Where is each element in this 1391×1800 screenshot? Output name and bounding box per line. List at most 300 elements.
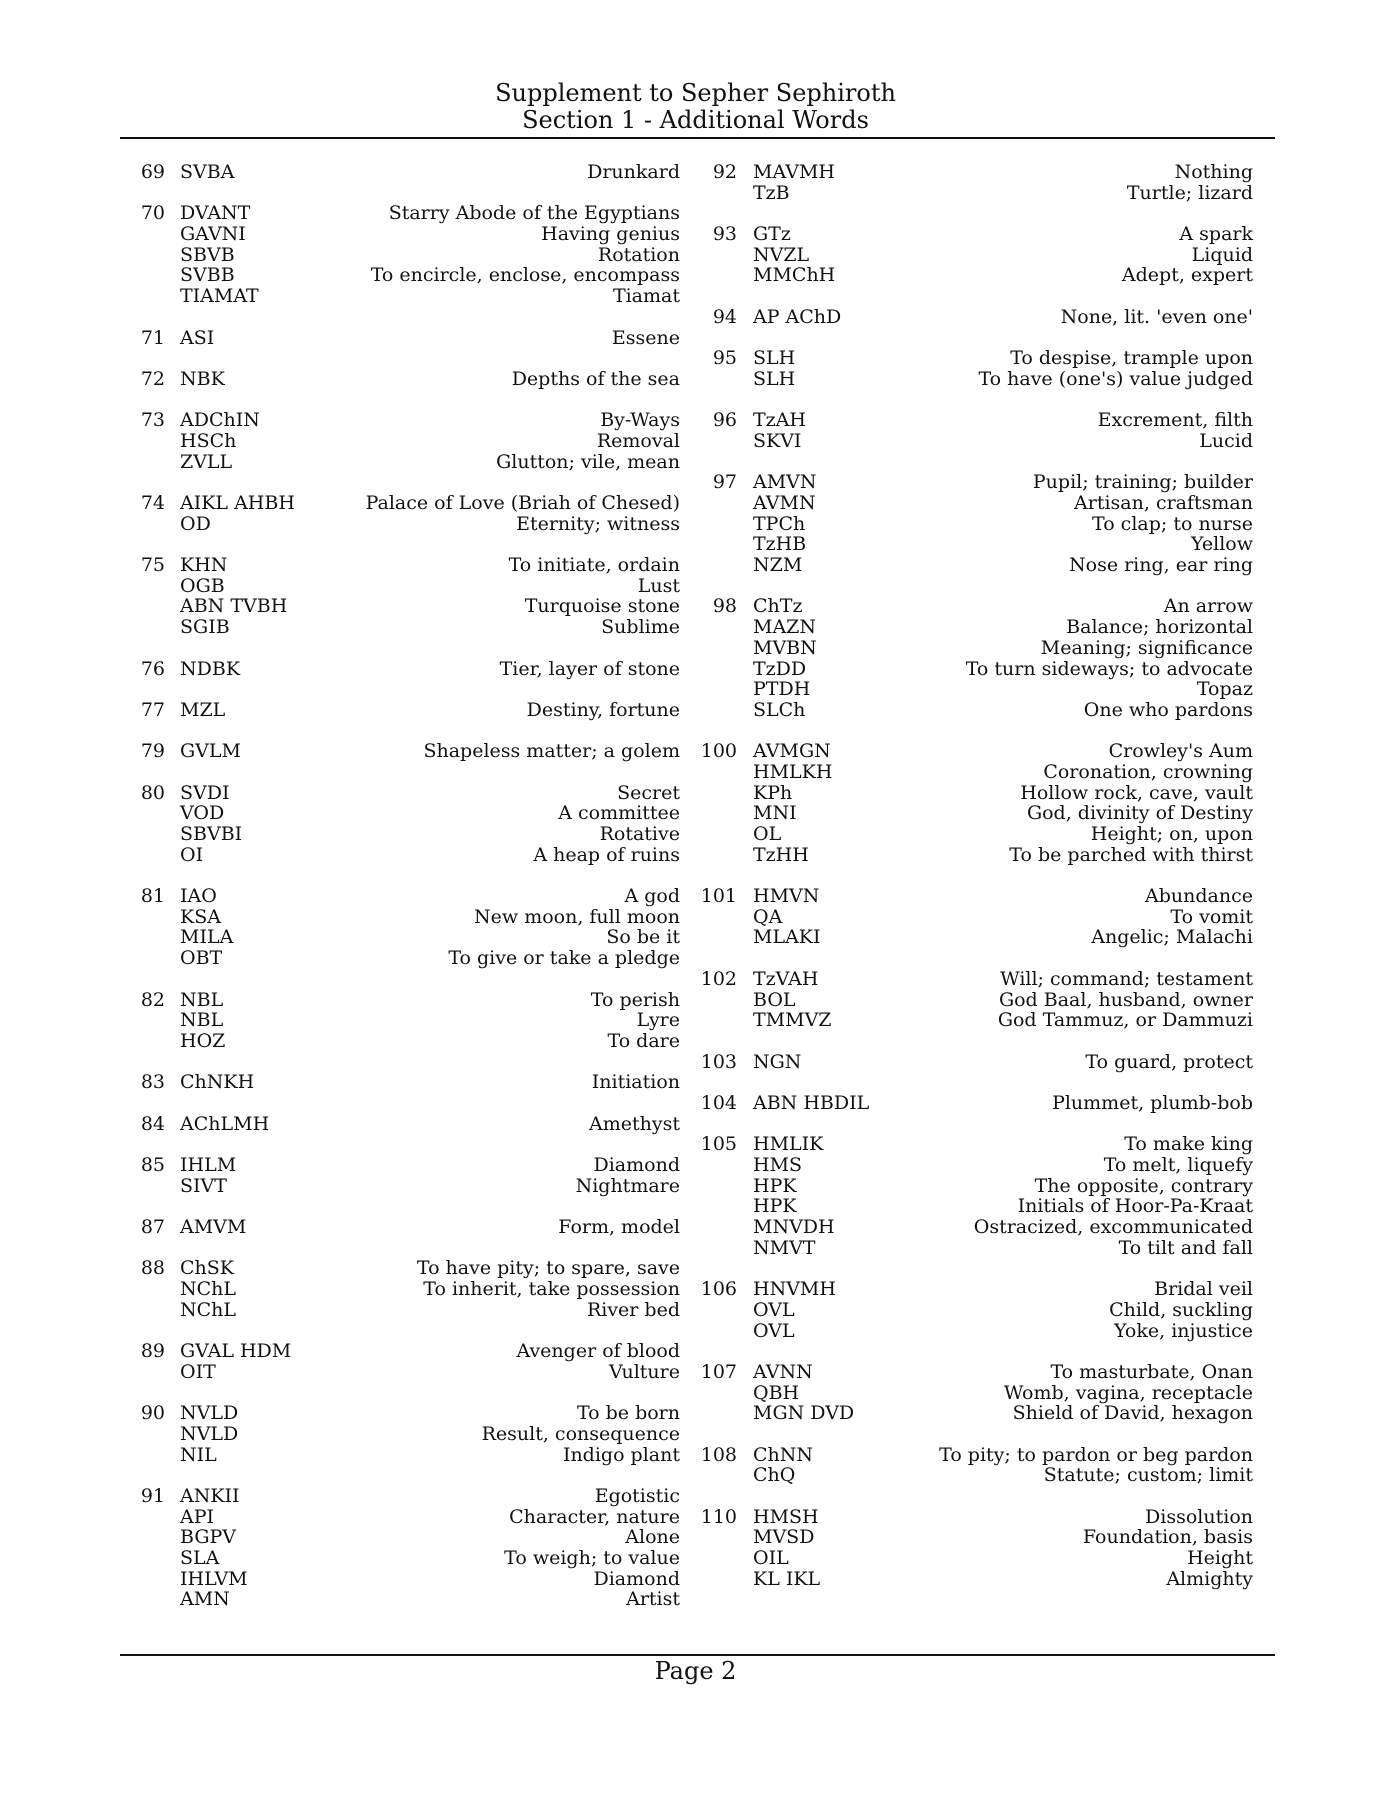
gematria-number: 102 [700, 967, 737, 990]
definition: Tiamat [612, 285, 680, 308]
entry-row [690, 679, 1253, 700]
gematria-number: 92 [712, 161, 737, 183]
gematria-number: 88 [140, 1257, 165, 1280]
hebrew-word: SVBB [180, 264, 235, 287]
entry-row [690, 1403, 1253, 1424]
entry-group [120, 659, 680, 680]
definition: A heap of ruins [533, 843, 680, 866]
gematria-number: 76 [140, 657, 165, 680]
hebrew-word: MNVDH [753, 1216, 835, 1239]
hebrew-word: SLA [180, 1547, 220, 1570]
hebrew-word: NBL [180, 1009, 224, 1032]
gematria-number: 93 [712, 223, 737, 246]
hebrew-word: TzHB [753, 533, 807, 556]
hebrew-word: PTDH [753, 678, 811, 701]
entry-row [690, 534, 1253, 555]
definition: Vulture [608, 1360, 680, 1383]
hebrew-word: NVZL [753, 243, 810, 266]
definition: Balance; horizontal [1066, 616, 1253, 639]
hebrew-word: GVLM [180, 740, 241, 763]
definition: Drunkard [587, 161, 680, 183]
definition: Shapeless matter; a golem [423, 740, 680, 763]
definition: To clap; to nurse [1092, 512, 1253, 535]
entry-group [690, 741, 1253, 865]
entry-row [120, 1217, 680, 1238]
definition: Coronation, crowning [1043, 760, 1253, 783]
definition: Lust [637, 574, 680, 597]
hebrew-word: MZL [180, 698, 226, 721]
entry-row [690, 265, 1253, 286]
entry-group [690, 886, 1253, 948]
entry-row [120, 452, 680, 473]
definition: Result, consequence [481, 1422, 680, 1445]
entry-group [120, 410, 680, 472]
entry-group [120, 886, 680, 969]
hebrew-word: HMSH [753, 1505, 819, 1528]
entry-row [120, 245, 680, 266]
entry-row [690, 1465, 1253, 1486]
gematria-number: 104 [700, 1091, 737, 1114]
definition: Ostracized, excommunicated [973, 1216, 1253, 1239]
entry-row [690, 1569, 1253, 1590]
definition: To turn sideways; to advocate [965, 657, 1253, 680]
hebrew-word: BGPV [180, 1526, 236, 1549]
definition: Character, nature [509, 1505, 680, 1528]
entry-row [690, 369, 1253, 390]
hebrew-word: SGIB [180, 616, 230, 639]
definition: To give or take a pledge [448, 947, 680, 970]
entry-group [690, 472, 1253, 575]
hebrew-word: KHN [180, 554, 228, 577]
definition: So be it [606, 926, 680, 949]
hebrew-word: AMVN [753, 471, 817, 494]
entry-row [690, 307, 1253, 328]
entry-group [120, 1114, 680, 1135]
entry-row [690, 907, 1253, 928]
hebrew-word: GTz [753, 223, 791, 246]
entry-row [120, 328, 680, 349]
entry-group [120, 1486, 680, 1610]
entry-row [690, 183, 1253, 204]
entry-row [120, 493, 680, 514]
hebrew-word: HSCh [180, 429, 237, 452]
entry-row [690, 1155, 1253, 1176]
definition: Foundation, basis [1082, 1526, 1253, 1549]
hebrew-word: HMVN [753, 885, 820, 908]
hebrew-word: TzAH [753, 409, 806, 432]
hebrew-word: AMVM [180, 1216, 247, 1239]
entry-group [120, 1258, 680, 1320]
right-column [690, 162, 1253, 1610]
hebrew-word: TzB [753, 181, 790, 204]
entry-row [690, 1527, 1253, 1548]
gematria-number: 105 [700, 1133, 737, 1156]
hebrew-word: SLH [753, 347, 796, 370]
entry-group [120, 1341, 680, 1382]
definition: Eternity; witness [516, 512, 680, 535]
definition: Height [1187, 1547, 1253, 1570]
definition: To melt, liquefy [1103, 1154, 1253, 1176]
entry-row [120, 1486, 680, 1507]
definition: Plummet, plumb-bob [1052, 1091, 1253, 1114]
definition: To masturbate, Onan [1050, 1360, 1253, 1383]
definition: Depths of the sea [511, 367, 680, 390]
definition: To guard, protect [1085, 1050, 1253, 1073]
entry-row [120, 1031, 680, 1052]
hebrew-word: AVMGN [753, 740, 831, 763]
hebrew-word: NMVT [753, 1236, 816, 1259]
definition: To initiate, ordain [508, 554, 680, 577]
gematria-number: 94 [712, 305, 737, 328]
gematria-number: 69 [140, 161, 165, 183]
definition: Destiny, fortune [526, 698, 680, 721]
hebrew-word: OVL [753, 1319, 795, 1342]
entry-row [690, 700, 1253, 721]
entry-group [690, 1052, 1253, 1073]
definition: Avenger of blood [516, 1340, 680, 1363]
entry-row [120, 1341, 680, 1362]
entry-group [120, 203, 680, 306]
definition: Turtle; lizard [1126, 181, 1253, 204]
hebrew-word: AIKL AHBH [180, 492, 295, 514]
hebrew-word: ABN HBDIL [753, 1091, 870, 1114]
hebrew-word: MNI [753, 802, 797, 825]
hebrew-word: DVANT [180, 202, 251, 225]
definition: Secret [617, 781, 680, 804]
entry-row [120, 1279, 680, 1300]
entry-row [690, 803, 1253, 824]
hebrew-word: NChL [180, 1298, 237, 1321]
entry-row [690, 762, 1253, 783]
hebrew-word: HPK [753, 1195, 797, 1218]
definition: To have pity; to spare, save [416, 1257, 680, 1280]
definition: To vomit [1170, 905, 1253, 928]
entry-group [690, 410, 1253, 451]
entry-row [120, 431, 680, 452]
gematria-number: 100 [700, 740, 737, 763]
entry-row [120, 1010, 680, 1031]
entry-row [690, 1548, 1253, 1569]
entry-row [120, 203, 680, 224]
entry-group [690, 1134, 1253, 1258]
entry-row [690, 431, 1253, 452]
entry-group [120, 700, 680, 721]
gematria-number: 110 [700, 1505, 737, 1528]
definition: River bed [586, 1298, 680, 1321]
definition: One who pardons [1083, 698, 1253, 721]
hebrew-word: ASI [180, 326, 215, 349]
entry-row [120, 1548, 680, 1569]
entry-row [690, 596, 1253, 617]
hebrew-word: ChSK [180, 1257, 234, 1280]
entry-row [120, 1403, 680, 1424]
definition: Meaning; significance [1040, 636, 1253, 659]
entry-row [690, 1279, 1253, 1300]
gematria-number: 71 [140, 326, 165, 349]
hebrew-word: GVAL HDM [180, 1340, 292, 1363]
entry-row [120, 948, 680, 969]
hebrew-word: MMChH [753, 264, 836, 287]
header-divider [120, 137, 1275, 139]
hebrew-word: BOL [753, 988, 796, 1011]
hebrew-word: KPh [753, 781, 793, 804]
entry-row [120, 596, 680, 617]
entry-group [690, 224, 1253, 286]
entry-row [120, 1176, 680, 1197]
entry-row [690, 1238, 1253, 1259]
hebrew-word: SKVI [753, 429, 802, 452]
hebrew-word: HMLKH [753, 760, 833, 783]
hebrew-word: OIT [180, 1360, 216, 1383]
entry-group [690, 162, 1253, 203]
definition: God, divinity of Destiny [1026, 802, 1253, 825]
gematria-number: 103 [700, 1050, 737, 1073]
hebrew-word: MGN DVD [753, 1402, 855, 1425]
hebrew-word: OI [180, 843, 204, 866]
gematria-number: 96 [712, 409, 737, 432]
gematria-number: 73 [140, 409, 165, 432]
hebrew-word: NBK [180, 367, 225, 390]
hebrew-word: NIL [180, 1443, 217, 1466]
definition: Nose ring, ear ring [1069, 554, 1253, 577]
definition: Hollow rock, cave, vault [1020, 781, 1253, 804]
entry-row [120, 1569, 680, 1590]
gematria-number: 107 [700, 1360, 737, 1383]
definition: To inherit, take possession [423, 1278, 680, 1301]
definition: To pity; to pardon or beg pardon [939, 1443, 1253, 1466]
definition: Having genius [541, 223, 680, 246]
gematria-number: 95 [712, 347, 737, 370]
entry-row [120, 369, 680, 390]
gematria-number: 84 [140, 1112, 165, 1135]
hebrew-word: ChQ [753, 1464, 796, 1487]
definition: Artist [626, 1588, 680, 1611]
definition: Initials of Hoor-Pa-Kraat [1017, 1195, 1253, 1218]
entry-row [690, 1010, 1253, 1031]
hebrew-word: OGB [180, 574, 225, 597]
hebrew-word: MVSD [753, 1526, 815, 1549]
definition: Form, model [558, 1216, 680, 1239]
hebrew-word: KL IKL [753, 1567, 821, 1590]
gematria-number: 91 [140, 1485, 165, 1507]
entry-row [120, 1155, 680, 1176]
hebrew-word: NDBK [180, 657, 241, 680]
entry-row [690, 1507, 1253, 1528]
hebrew-word: HNVMH [753, 1278, 836, 1301]
entry-group [120, 1403, 680, 1465]
definition: New moon, full moon [474, 905, 680, 928]
definition: By-Ways [600, 409, 680, 432]
definition: A spark [1179, 223, 1253, 246]
definition: To tilt and fall [1118, 1236, 1253, 1259]
entry-row [690, 1445, 1253, 1466]
entry-row [120, 1300, 680, 1321]
entry-group [120, 741, 680, 762]
gematria-number: 87 [140, 1216, 165, 1239]
entry-group [120, 1217, 680, 1238]
entry-row [690, 1300, 1253, 1321]
gematria-number: 85 [140, 1154, 165, 1176]
hebrew-word: SBVB [180, 243, 235, 266]
hebrew-word: NVLD [180, 1402, 239, 1425]
definition: To make king [1124, 1133, 1253, 1156]
hebrew-word: ADChIN [180, 409, 260, 432]
hebrew-word: AVMN [753, 492, 816, 514]
gematria-number: 81 [140, 885, 165, 908]
entry-row [120, 1445, 680, 1466]
entry-row [690, 555, 1253, 576]
entry-row [120, 845, 680, 866]
definition: Essene [611, 326, 680, 349]
entry-row [690, 245, 1253, 266]
entry-row [120, 410, 680, 431]
hebrew-word: AVNN [753, 1360, 813, 1383]
entry-row [120, 1527, 680, 1548]
entry-row [690, 1134, 1253, 1155]
definition: Tier, layer of stone [499, 657, 680, 680]
definition: Almighty [1166, 1567, 1253, 1590]
entry-group [690, 596, 1253, 720]
definition: Will; command; testament [1000, 967, 1253, 990]
entry-group [690, 348, 1253, 389]
page-number: Page 2 [654, 1657, 737, 1685]
definition: Dissolution [1145, 1505, 1253, 1528]
definition: Yellow [1191, 533, 1253, 556]
hebrew-word: HOZ [180, 1029, 226, 1052]
hebrew-word: ChNN [753, 1443, 814, 1466]
definition: Womb, vagina, receptacle [1003, 1381, 1253, 1404]
entry-row [690, 348, 1253, 369]
entry-row [120, 1424, 680, 1445]
entry-row [690, 1362, 1253, 1383]
definition: Alone [625, 1526, 680, 1549]
hebrew-word: AChLMH [180, 1112, 270, 1135]
footer-divider [120, 1654, 1275, 1656]
definition: The opposite, contrary [1034, 1174, 1253, 1197]
entry-group [120, 1155, 680, 1196]
entry-row [120, 1589, 680, 1610]
page-subtitle: Section 1 - Additional Words [522, 106, 869, 134]
hebrew-word: MVBN [753, 636, 817, 659]
entry-row [690, 472, 1253, 493]
hebrew-word: TMMVZ [753, 1009, 832, 1032]
definition: Adept, expert [1121, 264, 1253, 287]
hebrew-word: NBL [180, 988, 224, 1011]
definition: Diamond [593, 1567, 680, 1590]
definition: Shield of David, hexagon [1012, 1402, 1253, 1425]
entry-row [690, 1321, 1253, 1342]
hebrew-word: API [180, 1505, 215, 1528]
gematria-number: 80 [140, 781, 165, 804]
definition: Rotation [597, 243, 680, 266]
definition: Height; on, upon [1090, 823, 1253, 845]
definition: Diamond [593, 1154, 680, 1176]
hebrew-word: HMLIK [753, 1133, 824, 1156]
entry-row [120, 824, 680, 845]
entry-row [690, 824, 1253, 845]
hebrew-word: MAZN [753, 616, 817, 639]
definition: To perish [590, 988, 680, 1011]
hebrew-word: AP AChD [753, 305, 842, 328]
gematria-number: 90 [140, 1402, 165, 1425]
hebrew-word: IAO [180, 885, 217, 908]
hebrew-word: OD [180, 512, 211, 535]
definition: Topaz [1196, 678, 1253, 701]
hebrew-word: OIL [753, 1547, 789, 1570]
definition: To encircle, enclose, encompass [370, 264, 680, 287]
entry-row [690, 1383, 1253, 1404]
entry-row [120, 783, 680, 804]
entry-group [120, 369, 680, 390]
entry-group [120, 162, 680, 183]
hebrew-word: HMS [753, 1154, 803, 1176]
hebrew-word: QBH [753, 1381, 800, 1404]
entry-row [690, 514, 1253, 535]
definition: To weigh; to value [504, 1547, 680, 1570]
hebrew-word: GAVNI [180, 223, 246, 246]
hebrew-word: SVDI [180, 781, 230, 804]
hebrew-word: NZM [753, 554, 803, 577]
definition: Palace of Love (Briah of Chesed) [365, 492, 680, 514]
definition: Lyre [636, 1009, 680, 1032]
hebrew-word: MAVMH [753, 161, 835, 183]
entry-row [120, 265, 680, 286]
gematria-number: 97 [712, 471, 737, 494]
gematria-number: 82 [140, 988, 165, 1011]
definition: Bridal veil [1154, 1278, 1253, 1301]
gematria-number: 83 [140, 1071, 165, 1094]
definition: To be parched with thirst [1009, 843, 1253, 866]
entry-row [690, 1196, 1253, 1217]
entry-group [690, 1445, 1253, 1486]
definition: A committee [558, 802, 680, 825]
hebrew-word: SLCh [753, 698, 806, 721]
entry-row [120, 700, 680, 721]
entry-group [690, 1279, 1253, 1341]
definition: Pupil; training; builder [1032, 471, 1253, 494]
hebrew-word: TPCh [753, 512, 806, 535]
gematria-number: 70 [140, 202, 165, 225]
definition: Angelic; Malachi [1091, 926, 1253, 949]
hebrew-word: OBT [180, 947, 223, 970]
left-column [120, 162, 680, 1631]
hebrew-word: TzHH [753, 843, 809, 866]
hebrew-word: SVBA [180, 161, 235, 183]
definition: Turquoise stone [524, 595, 680, 618]
definition: To be born [576, 1402, 680, 1425]
definition: Rotative [599, 823, 680, 845]
entry-row [120, 886, 680, 907]
entry-row [690, 1176, 1253, 1197]
entry-row [120, 514, 680, 535]
definition: To have (one's) value judged [978, 367, 1253, 390]
hebrew-word: NChL [180, 1278, 237, 1301]
gematria-number: 98 [712, 595, 737, 618]
hebrew-word: AMN [180, 1588, 230, 1611]
entry-row [120, 927, 680, 948]
definition: Crowley's Aum [1108, 740, 1253, 763]
hebrew-word: KSA [180, 905, 221, 928]
entry-row [690, 741, 1253, 762]
entry-row [120, 990, 680, 1011]
gematria-number: 75 [140, 554, 165, 577]
definition: Nightmare [575, 1174, 680, 1197]
entry-row [120, 576, 680, 597]
entry-row [690, 410, 1253, 431]
hebrew-word: SIVT [180, 1174, 227, 1197]
definition: Artisan, craftsman [1074, 492, 1253, 514]
entry-group [120, 328, 680, 349]
